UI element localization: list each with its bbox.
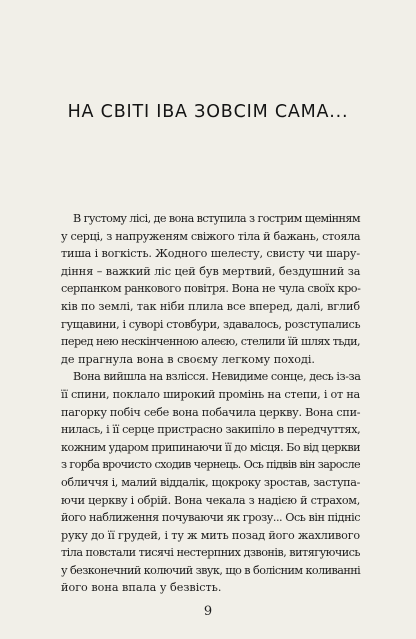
text-line: нилась, і її серце пристрасно закипіло в передчуттях, [61,423,361,437]
text-line: руку до її грудей, і ту ж мить позад його жахливого [61,528,360,542]
text-line: у безконечний колючий звук, що в болісним коливанні [61,563,361,577]
chapter-title: НА СВІТІ ІВА ЗОВСІМ САМА... [67,102,349,122]
text-line: його наближення почуваючи як грозу... Ось він підніс [61,511,360,525]
text-line: діння – важкий ліс цей був мертвий, бездушний за [61,264,361,278]
paragraph-1 [61,210,360,368]
text-line: де прагнула вона в своєму легкому поході. [61,352,315,366]
text-line: В густому лісі, де вона вступила з гострим щемінням [73,212,360,225]
text-line: тиша і вогкість. Жодного шелесту, свисту чи шару- [61,247,360,261]
text-line: тіла повстали тисячі нестерпних дзвонів, витягуючись [61,546,360,560]
text-line: пагорку побіч себе вона побачила церкву. Вона спи- [61,405,361,419]
text-line: кожним ударом припинаючи її до місця. Бо від церкви [61,440,361,454]
text-line: з горба врочисто сходив чернець. Ось підвів він заросле [61,458,360,472]
text-line: ючи церкву і обрій. Вона чекала з надією й страхом, [61,493,360,507]
text-line: серпанком ранкового повітря. Вона не чула своїх кро- [61,282,361,296]
text-line: Вона вийшла на взлісся. Невидиме сонце, десь із-за [73,370,361,384]
text-line: обличчя і, малий віддалік, щокроку зростав, заступа- [61,475,360,489]
text-line: гущавини, і суворі стовбури, здавалось, розступались [61,317,361,331]
body-text [61,210,360,597]
text-line: ків по землі, так ніби плила все вперед, далі, вглиб [61,299,360,313]
text-line: його вона впала у безвість. [61,581,222,595]
text-line: у серці, з напруженям свіжого тіла й бажань, стояла [61,229,361,243]
page-number: 9 [203,604,213,619]
text-line: її спини, поклало широкий промінь на степи, і от на [61,387,360,401]
text-line: перед нею нескінченною алеєю, стелили їй шлях тьди, [61,335,360,349]
paragraph-2 [61,368,360,597]
